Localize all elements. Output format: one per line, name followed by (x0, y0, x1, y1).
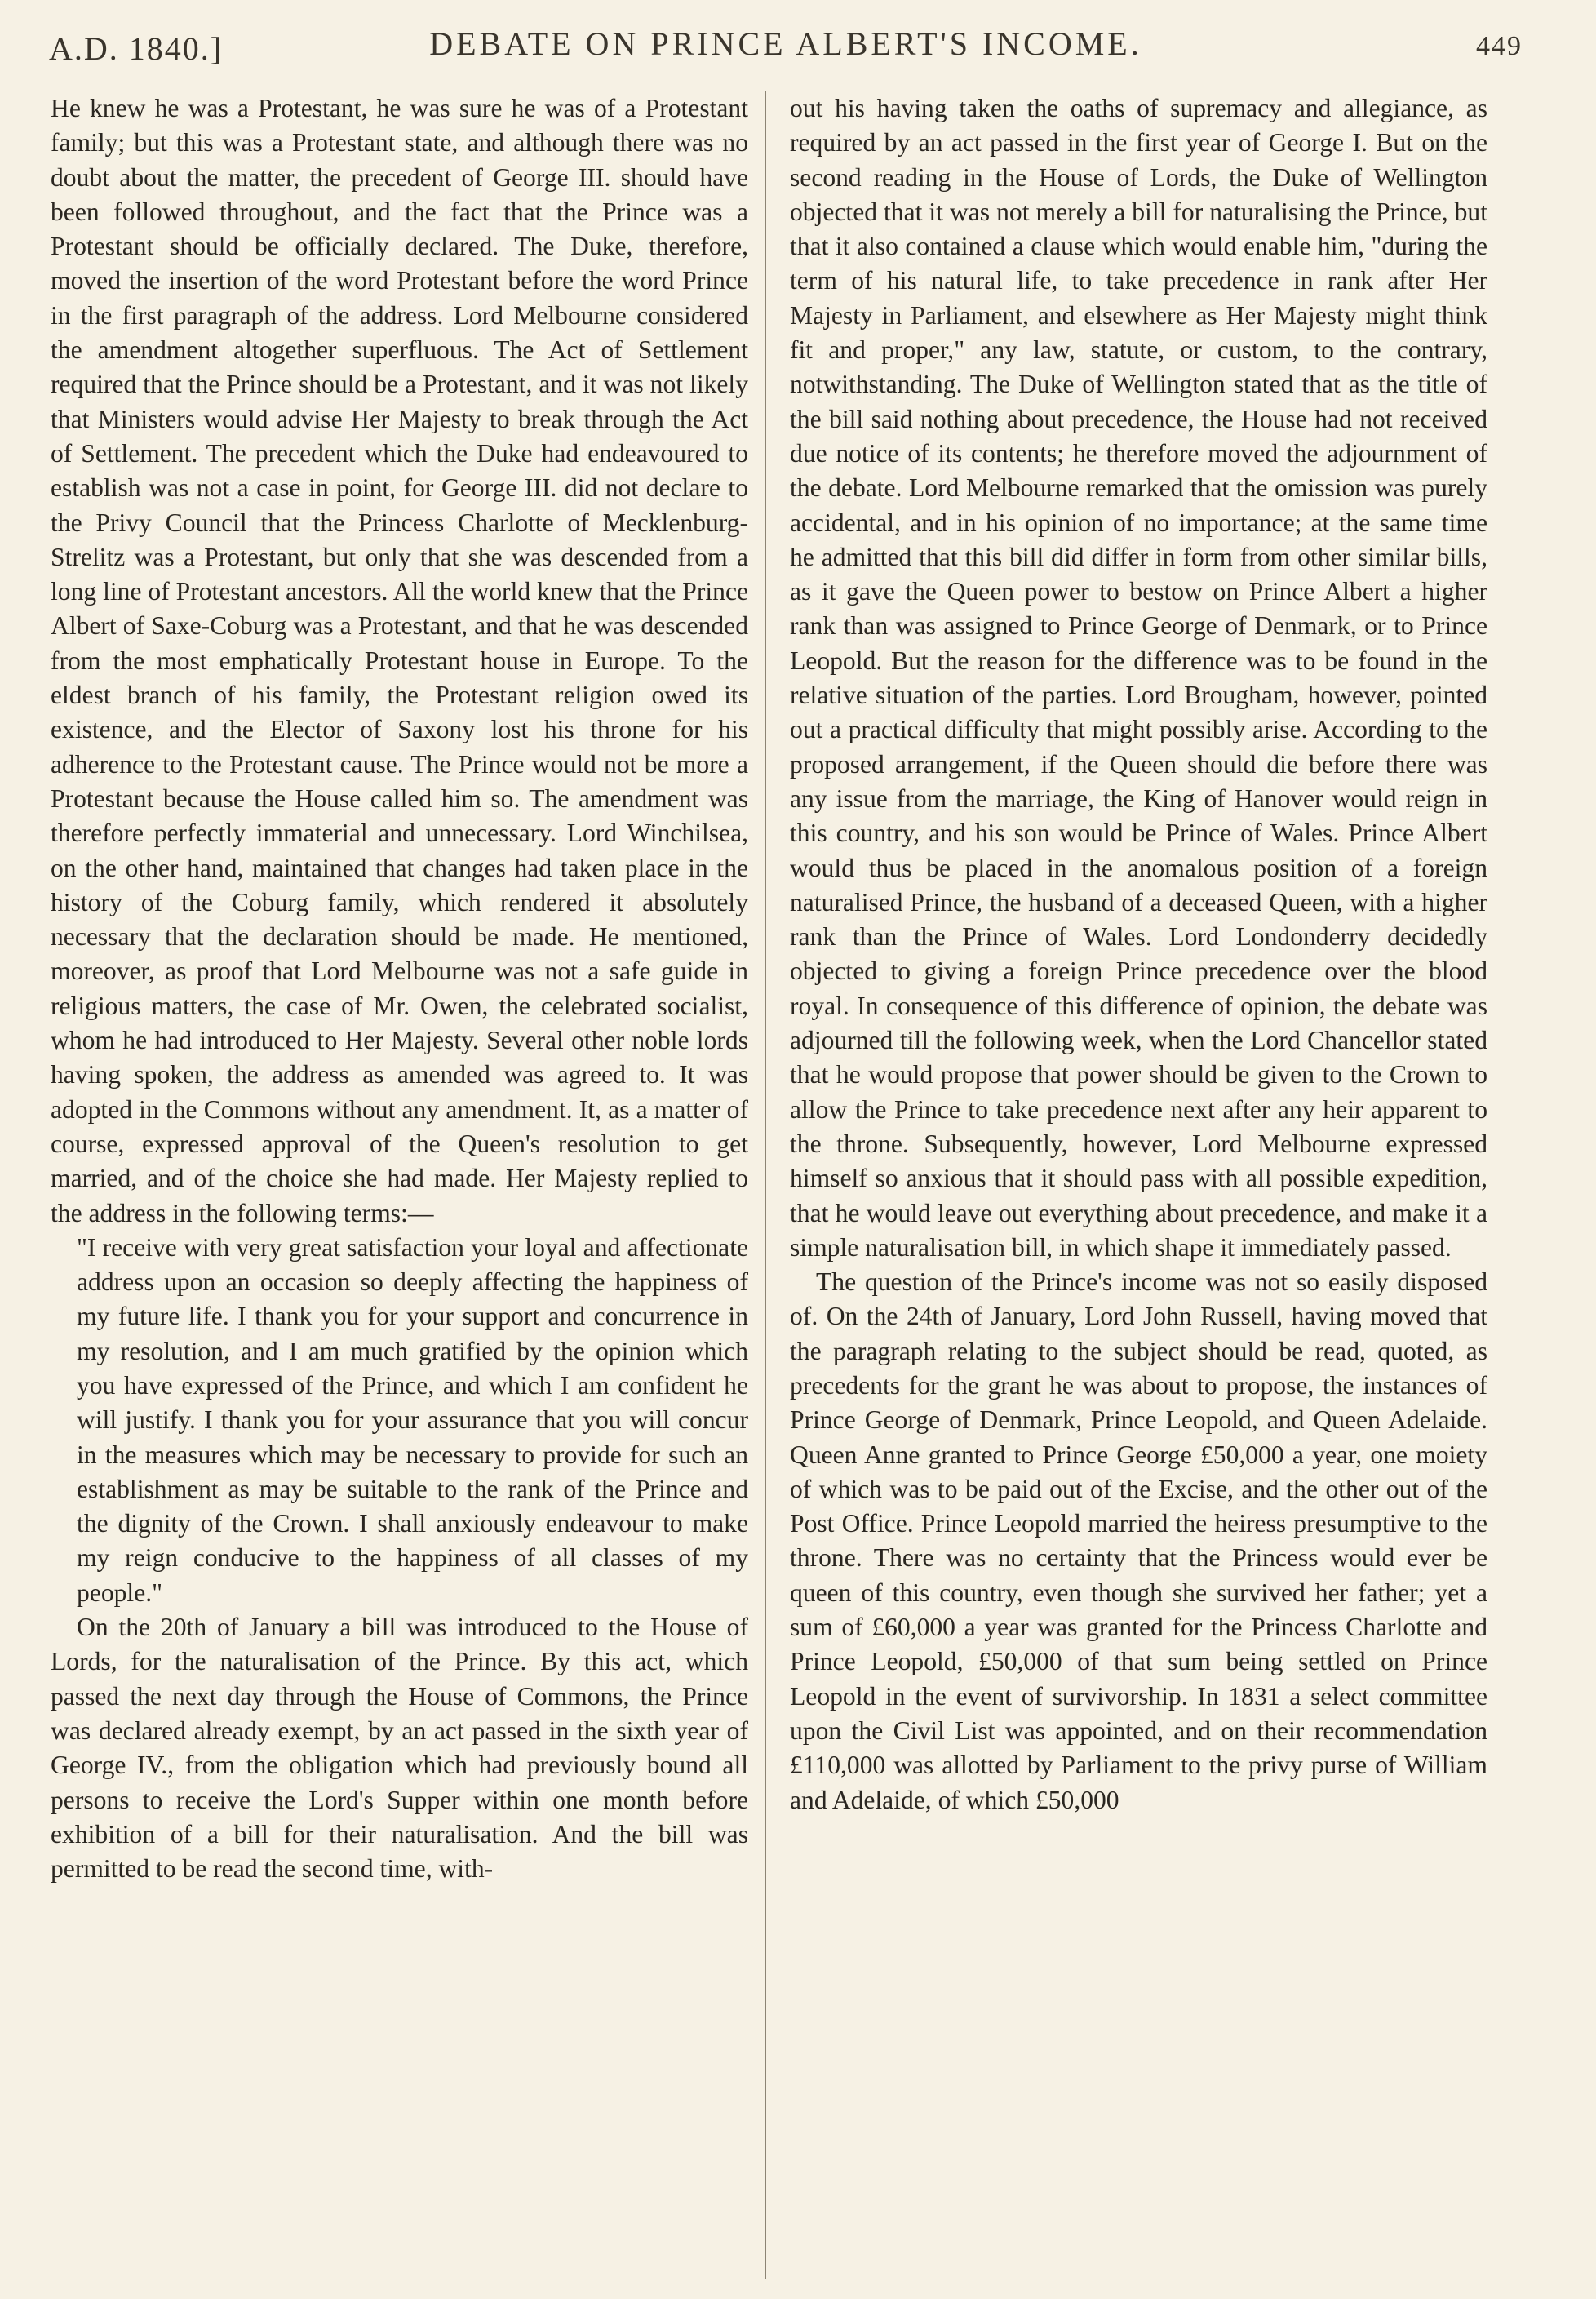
column-divider (765, 91, 766, 2279)
running-head-title: DEBATE ON PRINCE ALBERT'S INCOME. (429, 25, 1142, 62)
left-paragraph-3: On the 20th of January a bill was introduced to the House of Lords, for the naturalisation of the Prince. By this act, which passed the next day through the House of Commons, the Prince was declared already exempt, by an act passed in the sixth year of George IV., from the obligation which had previously bound all persons to receive the Lord's Supper within one month before exhibition of a bill for their naturalisation. And the bill was permitted to be read the second time, with- (51, 1613, 748, 1884)
left-paragraph-1: He knew he was a Protestant, he was sure he was of a Protestant family; but this was a Protestant state, and although there was no doubt about the matter, the precedent of George III. should have been followed throughout, and the fact that the Prince was a Protestant should be officially declared. The Duke, therefore, moved the insertion of the word Protestant before the word Prince in the first paragraph of the address. Lord Melbourne considered the amendment altogether superfluous. The Act of Settlement required that the Prince should be a Protestant, and it was not likely that Ministers would advise Her Majesty to break through the Act of Settlement. The precedent which the Duke had endeavoured to establish was not a case in point, for George III. did not declare to the Privy Council that the Princess Charlotte of Mecklenburg-Strelitz was a Protestant, but only that she was descended from a long line of Protestant ancestors. All the world knew that the Prince Albert of Saxe-Coburg was a Protestant, and that he was descended from the most emphatically Protestant house in Europe. To the eldest branch of his family, the Protestant religion owed its existence, and the Elector of Saxony lost his throne for his adherence to the Protestant cause. The Prince would not be more a Protestant because the House called him so. The amendment was therefore perfectly immaterial and unnecessary. Lord Winchilsea, on the other hand, maintained that changes had taken place in the history of the Coburg family, which rendered it absolutely necessary that the declaration should be made. He mentioned, moreover, as proof that Lord Melbourne was not a safe guide in religious matters, the case of Mr. Owen, the celebrated socialist, whom he had introduced to Her Majesty. Several other noble lords having spoken, the address as amended was agreed to. It was adopted in the Commons without any amendment. It, as a matter of course, expressed approval of the Queen's resolution to get married, and of the choice she had made. Her Majesty replied to the address in the following terms:— (51, 94, 748, 1227)
running-head (49, 24, 1523, 73)
royal-reply-quotation: "I receive with very great satisfaction your loyal and affectionate address upon an occasion so deeply affecting the happiness of my future life. I thank you for your support and concurrence in my resolution, and I am much gratified by the opinion which you have expressed of the Prince, and which I am confident he will justify. I thank you for your assurance that you will concur in the measures which may be necessary to provide for such an establishment as may be suitable to the rank of the Prince and the dignity of the Crown. I shall anxiously endeavour to make my reign conducive to the happiness of all classes of my people." (77, 1232, 748, 1607)
right-paragraph-2: The question of the Prince's income was not so easily disposed of. On the 24th of January, Lord John Russell, having moved that the paragraph relating to the subject should be read, quoted, as precedents for the grant he was about to propose, the instances of Prince George of Denmark, Prince Leopold, and Queen Adelaide. Queen Anne granted to Prince George £50,000 a year, one moiety of which was to be paid out of the Excise, and the other out of the Post Office. Prince Leopold married the heiress presumptive to the throne. There was no certainty that the Princess would ever be queen of this country, even though she survived her father; yet a sum of £60,000 a year was granted for the Princess Charlotte and Prince Leopold, £50,000 of that sum being settled on Prince Leopold in the event of survivorship. In 1831 a select committee upon the Civil List was appointed, and on their recommendation £110,000 was allotted by Parliament to the privy purse of William and Adelaide, of which £50,000 (790, 1267, 1487, 1814)
running-head-date: A.D. 1840.] (49, 30, 224, 67)
right-column (790, 91, 1487, 2287)
right-paragraph-1: out his having taken the oaths of supremacy and allegiance, as required by an act passed in the first year of George I. But on the second reading in the House of Lords, the Duke of Wellington objected that it was not merely a bill for naturalising the Prince, but that it also contained a clause which would enable him, "during the term of his natural life, to take precedence in rank after Her Majesty in Parliament, and elsewhere as Her Majesty might think fit and proper," any law, statute, or custom, to the contrary, notwithstanding. The Duke of Wellington stated that as the title of the bill said nothing about precedence, the House had not received due notice of its contents; he therefore moved the adjournment of the debate. Lord Melbourne remarked that the omission was purely accidental, and in his opinion of no importance; at the same time he admitted that this bill did differ in form from other similar bills, as it gave the Queen power to bestow on Prince Albert a higher rank than was assigned to Prince George of Denmark, or to Prince Leopold. But the reason for the difference was to be found in the relative situation of the parties. Lord Brougham, however, pointed out a practical difficulty that might possibly arise. According to the proposed arrangement, if the Queen should die before there was any issue from the marriage, the King of Hanover would reign in this country, and his son would be Prince of Wales. Prince Albert would thus be placed in the anomalous position of a foreign naturalised Prince, the husband of a deceased Queen, with a higher rank than the Prince of Wales. Lord Londonderry decidedly objected to giving a foreign Prince precedence over the blood royal. In consequence of this difference of opinion, the debate was adjourned till the following week, when the Lord Chancellor stated that he would propose that power should be given to the Crown to allow the Prince to take precedence next after any heir apparent to the throne. Subsequently, however, Lord Melbourne expressed himself so anxious that it should pass with all possible expedition, that he would leave out everything about precedence, and make it a simple naturalisation bill, in which shape it immediately passed. (790, 94, 1487, 1262)
left-column (51, 91, 748, 2287)
page-number: 449 (1476, 31, 1523, 61)
